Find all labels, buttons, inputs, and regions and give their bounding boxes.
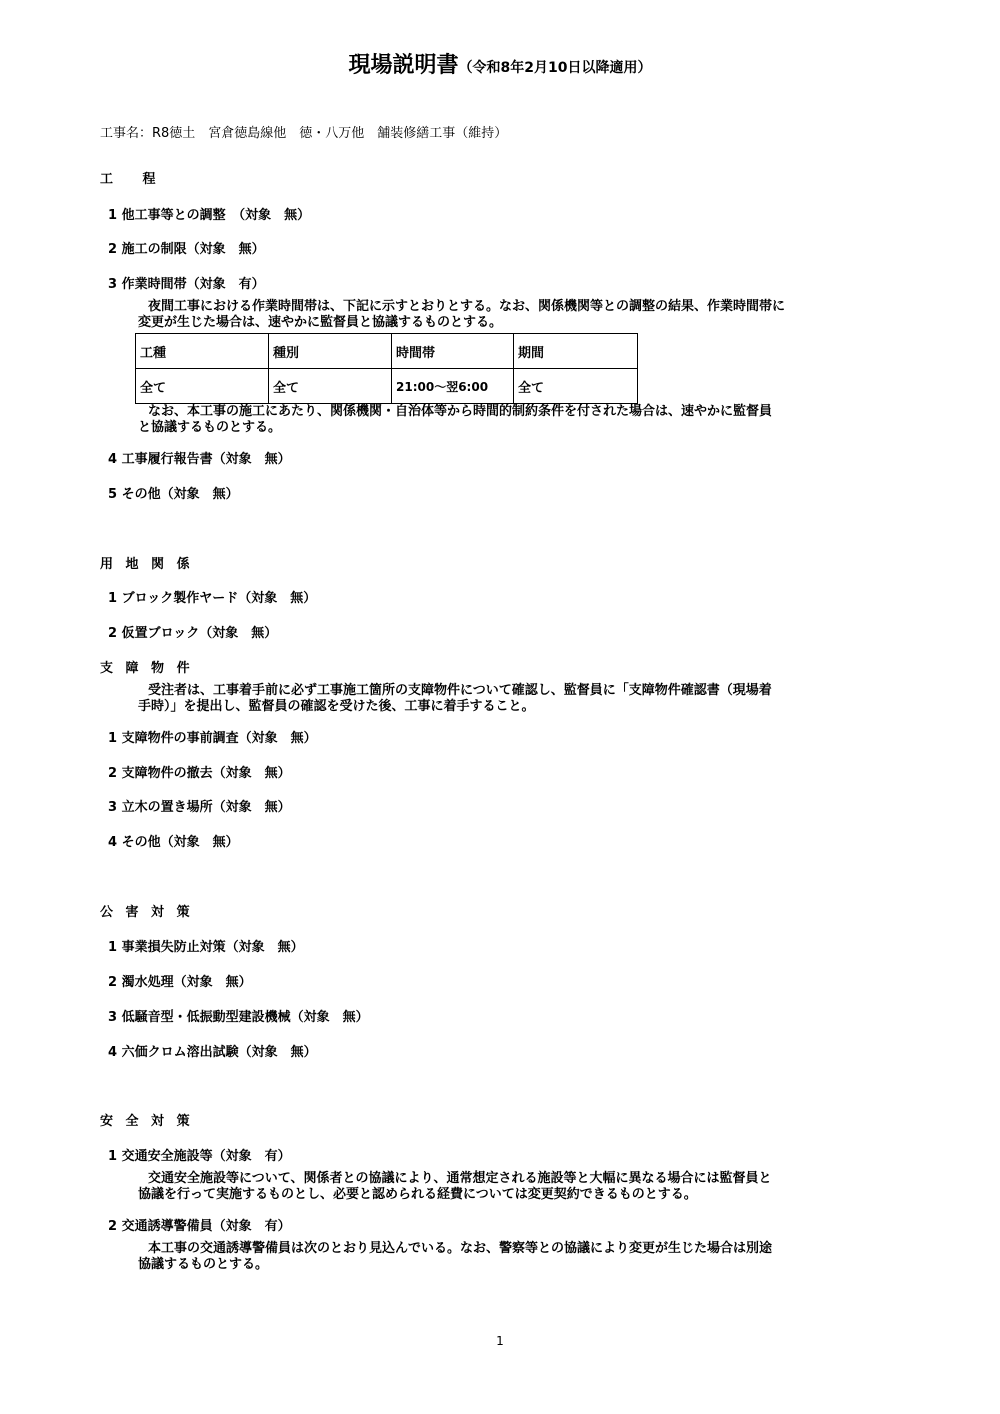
paragraph-line: 協議を行って実施するものとし、必要と認められる経費については変更契約できるものとする。	[138, 1187, 697, 1202]
obstacles-item-3: 3 立木の置き場所（対象 無）	[108, 800, 291, 815]
heading-schedule: 工 程	[100, 172, 160, 187]
title-main: 現場説明書	[348, 53, 459, 78]
table-header-cell: 工種	[136, 334, 269, 369]
obstacles-paragraph	[138, 683, 898, 715]
table-cell: 全て	[269, 369, 392, 404]
land-item-2: 2 仮置ブロック（対象 無）	[108, 626, 278, 641]
paragraph-line: 変更が生じた場合は、速やかに監督員と協議するものとする。	[138, 315, 503, 330]
heading-land: 用 地 関 係	[100, 557, 194, 572]
schedule-item-4: 4 工事履行報告書（対象 無）	[108, 452, 291, 467]
heading-safety: 安 全 対 策	[100, 1114, 194, 1129]
pollution-item-2: 2 濁水処理（対象 無）	[108, 975, 252, 990]
heading-pollution: 公 害 対 策	[100, 905, 194, 920]
land-item-1: 1 ブロック製作ヤード（対象 無）	[108, 591, 317, 606]
pollution-item-3: 3 低騒音型・低振動型建設機械（対象 無）	[108, 1010, 369, 1025]
table-cell: 全て	[514, 369, 638, 404]
title-sub: （令和8年2月10日以降適用）	[458, 60, 652, 76]
paragraph-line: 受注者は、工事着手前に必ず工事施工箇所の支障物件について確認し、監督員に「支障物件確認書（現場着	[148, 683, 772, 698]
table-cell: 全て	[136, 369, 269, 404]
schedule-item-2: 2 施工の制限（対象 無）	[108, 242, 265, 257]
work-hours-table	[135, 333, 638, 404]
paragraph-line: と協議するものとする。	[138, 420, 282, 435]
paragraph-line: 手時）」を提出し、監督員の確認を受けた後、工事に着手すること。	[138, 699, 535, 714]
paragraph-line: 本工事の交通誘導警備員は次のとおり見込んでいる。なお、警察等との協議により変更が生じた場合は別途	[148, 1241, 773, 1256]
safety-item-2: 2 交通誘導警備員（対象 有）	[108, 1219, 291, 1234]
paragraph-line: なお、本工事の施工にあたり、関係機関・自治体等から時間的制約条件を付された場合は、速やかに監督員	[148, 404, 773, 419]
page-title	[0, 48, 1000, 79]
safety-item-1: 1 交通安全施設等（対象 有）	[108, 1149, 291, 1164]
schedule-item-1: 1 他工事等との調整 （対象 無）	[108, 208, 311, 223]
table-cell: 21:00～翌6:00	[392, 369, 514, 404]
obstacles-item-4: 4 その他（対象 無）	[108, 835, 239, 850]
obstacles-item-2: 2 支障物件の撤去（対象 無）	[108, 766, 291, 781]
table-header-cell: 期間	[514, 334, 638, 369]
table-header-cell: 種別	[269, 334, 392, 369]
table-header-row	[136, 334, 638, 369]
obstacles-item-1: 1 支障物件の事前調査（対象 無）	[108, 731, 317, 746]
schedule-item-3: 3 作業時間帯（対象 有）	[108, 277, 265, 292]
pollution-item-1: 1 事業損失防止対策（対象 無）	[108, 940, 304, 955]
paragraph-line: 協議するものとする。	[138, 1257, 269, 1272]
safety-item-2-paragraph	[138, 1241, 898, 1273]
pollution-item-4: 4 六価クロム溶出試験（対象 無）	[108, 1045, 317, 1060]
page-number: 1	[496, 1334, 504, 1348]
safety-item-1-paragraph	[138, 1171, 898, 1203]
schedule-item-3-paragraph-2	[138, 404, 898, 436]
schedule-item-5: 5 その他（対象 無）	[108, 487, 239, 502]
paragraph-line: 交通安全施設等について、関係者との協議により、通常想定される施設等と大幅に異なる場合には監督員と	[148, 1171, 772, 1186]
table-row	[136, 369, 638, 404]
table-header-cell: 時間帯	[392, 334, 514, 369]
heading-obstacles: 支 障 物 件	[100, 661, 194, 676]
schedule-item-3-paragraph-1	[138, 299, 898, 331]
project-name: 工事名：R8徳土 宮倉徳島線他 徳・八万他 舗装修繕工事（維持）	[100, 126, 508, 141]
paragraph-line: 夜間工事における作業時間帯は、下記に示すとおりとする。なお、関係機関等との調整の結果、作業時間帯に	[148, 299, 786, 314]
